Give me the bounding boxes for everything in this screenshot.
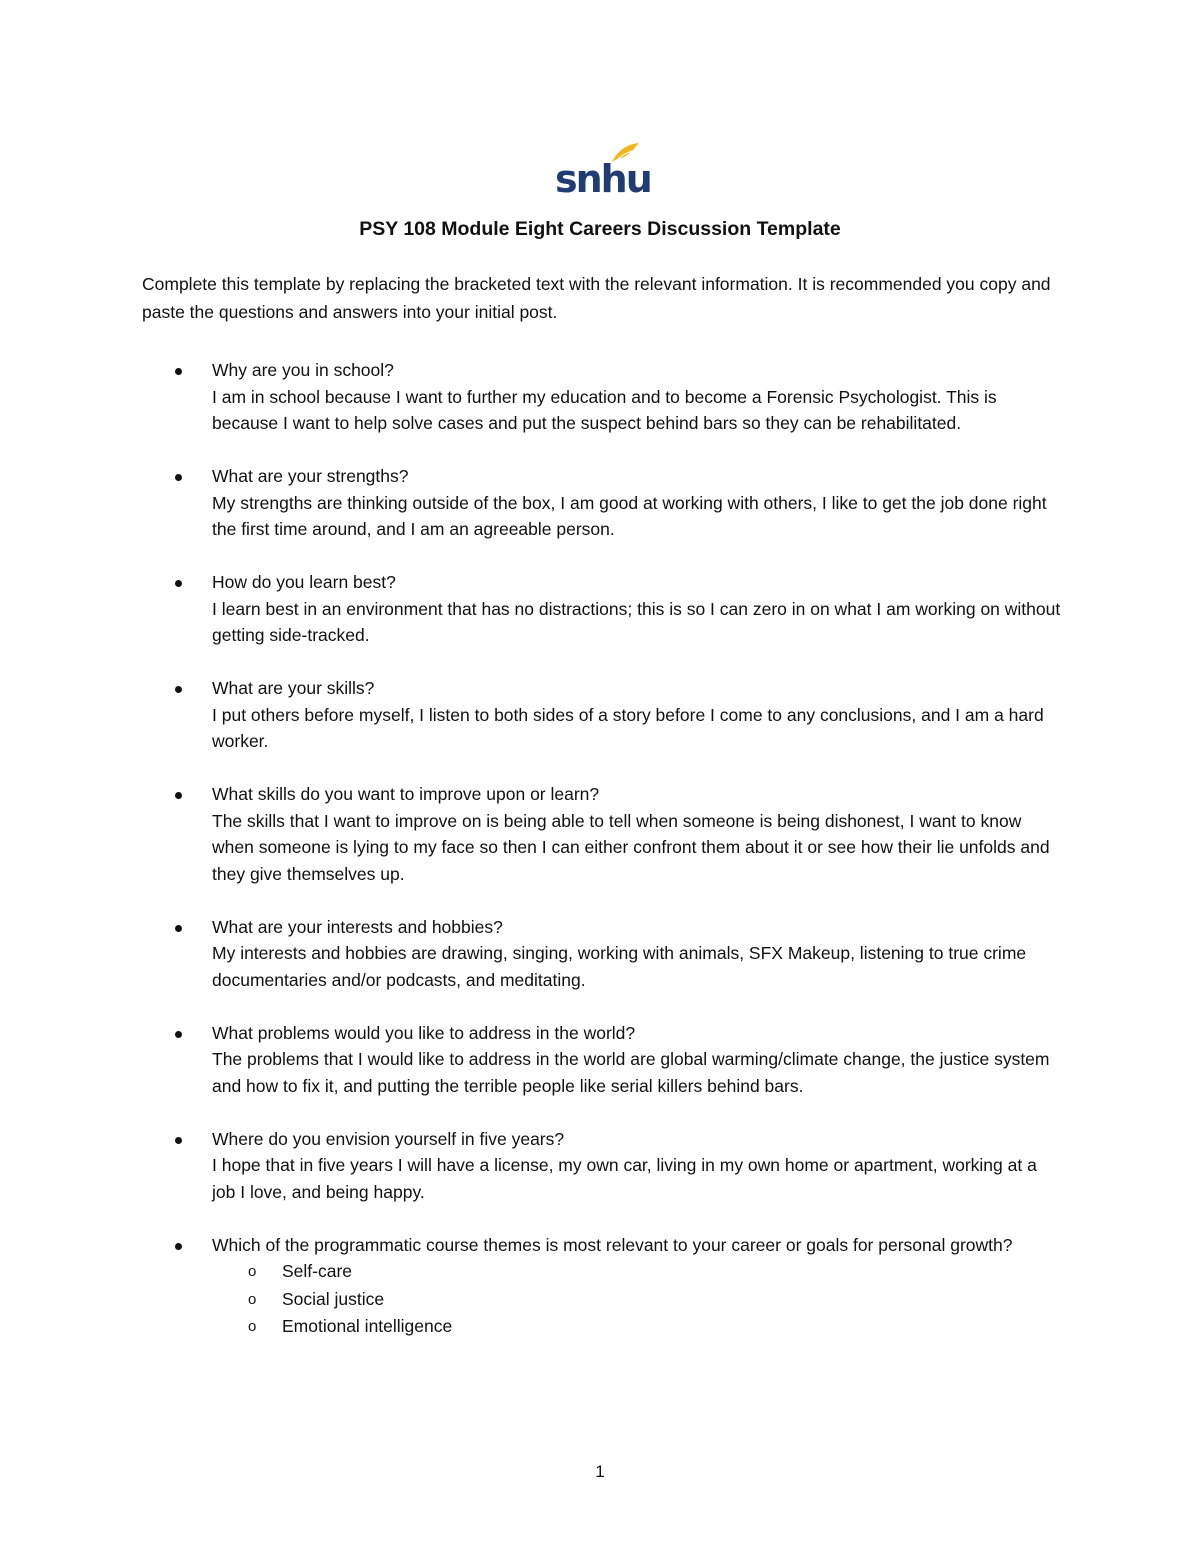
question-text: Why are you in school? <box>212 360 394 380</box>
theme-option <box>212 1258 1062 1286</box>
question-text: What problems would you like to address in the world? <box>212 1022 636 1043</box>
theme-option-label: Self-care <box>282 1261 353 1281</box>
bullet-icon <box>175 925 182 932</box>
question-item <box>142 357 1062 437</box>
question-item <box>142 569 1062 649</box>
answer-text: The problems that I would like to address in the world are global warming/climate change, the justice system and how to fix it, and putting the terrible people like serial killers behind bars. <box>212 1049 1050 1096</box>
bullet-icon <box>175 792 182 799</box>
snhu-logo <box>555 142 651 204</box>
answer-text: I am in school because I want to further my education and to become a Forensic Psychologist. This is because I want to help solve cases and put the suspect behind bars so they can be rehabilitated. <box>212 386 997 433</box>
theme-options-list <box>212 1258 1062 1341</box>
question-item <box>142 1126 1062 1206</box>
question-list <box>142 357 1062 1367</box>
question-item <box>142 675 1062 755</box>
bullet-icon <box>175 1031 182 1038</box>
bullet-icon <box>175 686 182 693</box>
question-text: What are your skills? <box>212 678 375 698</box>
bullet-icon <box>175 474 182 481</box>
bullet-icon <box>175 1137 182 1144</box>
page-number: 1 <box>595 1462 605 1481</box>
intro-paragraph: Complete this template by replacing the bracketed text with the relevant information. It is recommended you copy and paste the questions and answers into your initial post. <box>142 274 1051 322</box>
answer-text: I learn best in an environment that has no distractions; this is so I can zero in on what I am working on without getting side-tracked. <box>212 598 1061 645</box>
sub-bullet-marker: o <box>248 1318 257 1335</box>
theme-option <box>212 1313 1062 1341</box>
answer-text: My interests and hobbies are drawing, singing, working with animals, SFX Makeup, listening to true crime documentaries and/or podcasts, and meditating. <box>212 943 1027 990</box>
question-text: What skills do you want to improve upon or learn? <box>212 784 600 804</box>
answer-text: The skills that I want to improve on is being able to tell when someone is being dishonest, I want to know when someone is lying to my face so then I can either confront them about it or see how their lie unfolds and they give themselves up. <box>212 810 1050 884</box>
theme-option <box>212 1286 1062 1314</box>
bullet-icon <box>175 368 182 375</box>
document-title: PSY 108 Module Eight Careers Discussion Template <box>359 218 841 240</box>
answer-text: I hope that in five years I will have a license, my own car, living in my own home or apartment, working at a job I love, and being happy. <box>212 1155 1037 1202</box>
sub-bullet-marker: o <box>248 1263 257 1280</box>
question-text: Where do you envision yourself in five years? <box>212 1128 565 1149</box>
answer-text: My strengths are thinking outside of the box, I am good at working with others, I like to get the job done right the first time around, and I am an agreeable person. <box>212 492 1047 539</box>
logo-wordmark: snhu <box>555 157 651 201</box>
question-text: How do you learn best? <box>212 572 396 592</box>
answer-text: I put others before myself, I listen to both sides of a story before I come to any conclusions, and I am a hard worker. <box>212 704 1044 751</box>
question-item <box>142 1232 1062 1341</box>
question-item <box>142 1020 1062 1100</box>
sub-bullet-marker: o <box>248 1290 257 1308</box>
question-item <box>142 781 1062 887</box>
question-text: Which of the programmatic course themes is most relevant to your career or goals for personal growth? <box>212 1234 1013 1255</box>
theme-option-label: Emotional intelligence <box>282 1316 453 1336</box>
question-item <box>142 463 1062 543</box>
theme-option-label: Social justice <box>282 1288 385 1309</box>
question-text: What are your strengths? <box>212 466 409 486</box>
bullet-icon <box>175 1243 182 1250</box>
question-item <box>142 914 1062 994</box>
bullet-icon <box>175 580 182 587</box>
question-text: What are your interests and hobbies? <box>212 916 503 937</box>
